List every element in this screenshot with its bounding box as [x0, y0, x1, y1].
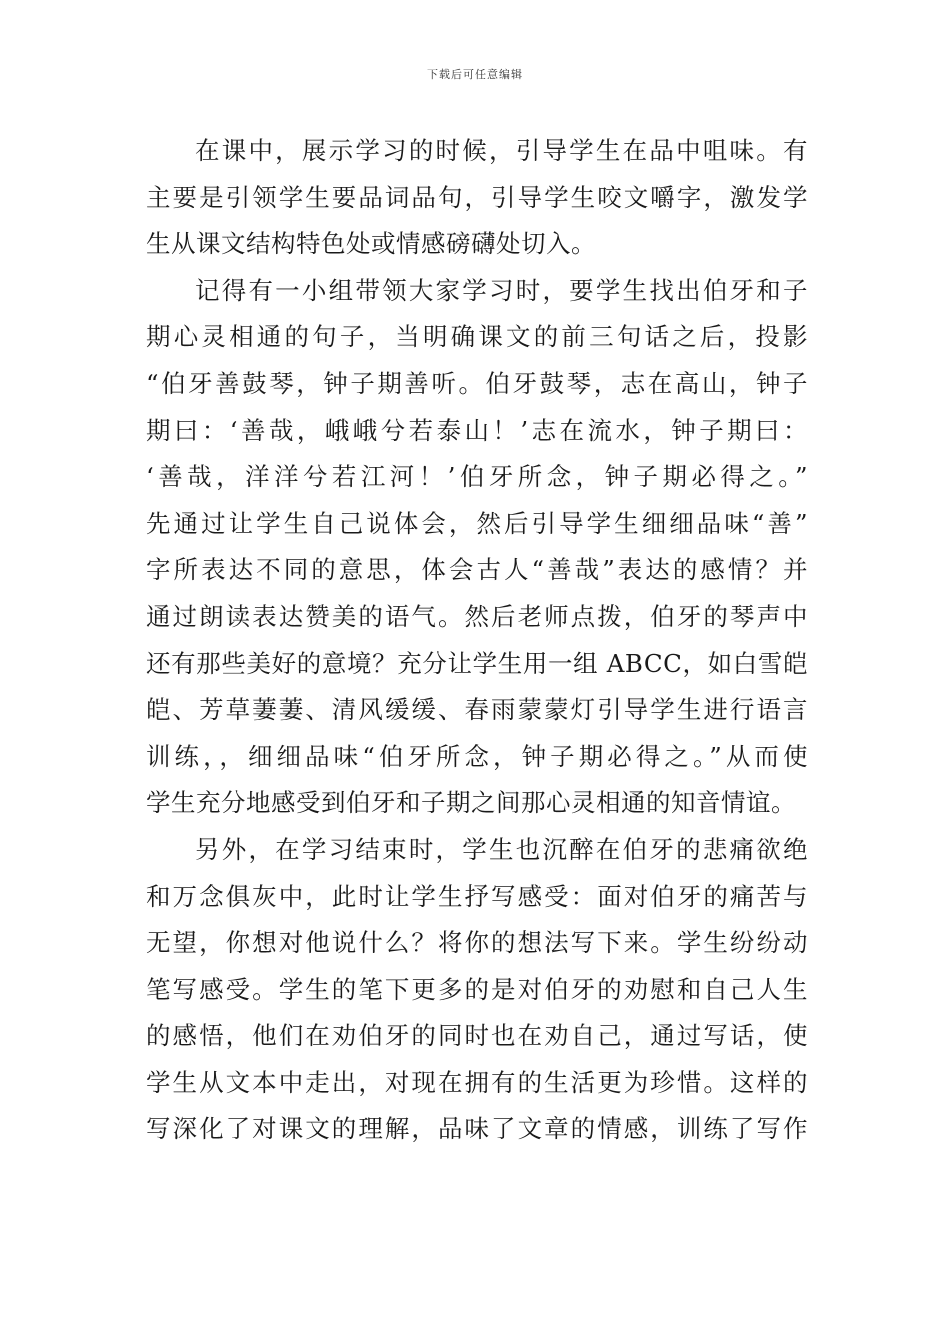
text-line: 主要是引领学生要品词品句，引导学生咬文嚼字，激发学 [146, 182, 808, 212]
text-line: 通过朗读表达赞美的语气。然后老师点拨，伯牙的琴声中 [146, 601, 808, 631]
paragraph-text [146, 314, 808, 827]
document-body [146, 128, 808, 1153]
text-line: 另外，在学习结束时，学生也沉醉在伯牙的悲痛欲绝 [195, 834, 808, 864]
text-line: 无望，你想对他说什么？将你的想法写下来。学生纷纷动 [146, 928, 808, 958]
text-line: 还有那些美好的意境？充分让学生用一组 ABCC，如白雪皑 [146, 648, 808, 678]
text-line: 记得有一小组带领大家学习时，要学生找出伯牙和子 [195, 275, 808, 305]
text-line: “伯牙善鼓琴，钟子期善听。伯牙鼓琴，志在高山，钟子 [146, 368, 808, 398]
text-line: 生从课文结构特色处或情感磅礴处切入。 [146, 229, 596, 259]
text-line: 字所表达不同的意思，体会古人“善哉”表达的感情？并 [146, 555, 808, 585]
text-line: 笔写感受。学生的笔下更多的是对伯牙的劝慰和自己人生 [146, 974, 808, 1004]
text-line: 的感悟，他们在劝伯牙的同时也在劝自己，通过写话，使 [146, 1021, 808, 1051]
text-line: 和万念俱灰中，此时让学生抒写感受：面对伯牙的痛苦与 [146, 881, 808, 911]
text-line: 皑、芳草萋萋、清风缓缓、春雨蒙蒙灯引导学生进行语言 [146, 695, 808, 725]
text-line: 先通过让学生自己说体会，然后引导学生细细品味“善” [146, 508, 808, 538]
text-line: 学生从文本中走出，对现在拥有的生活更为珍惜。这样的 [146, 1067, 808, 1097]
text-line: 写深化了对课文的理解，品味了文章的情感，训练了写作 [146, 1114, 808, 1144]
text-line: 学生充分地感受到伯牙和子期之间那心灵相通的知音情谊。 [146, 788, 796, 818]
text-line: 期心灵相通的句子，当明确课文的前三句话之后，投影 [146, 322, 808, 352]
text-line: 期曰：‘善哉，峨峨兮若泰山！’志在流水，钟子期曰： [146, 415, 808, 445]
page-header: 下载后可任意编辑 [427, 68, 523, 81]
text-line: ‘善哉，洋洋兮若江河！’伯牙所念，钟子期必得之。” [146, 462, 808, 492]
paragraph-3 [146, 827, 808, 1153]
paragraph-1 [146, 128, 808, 268]
paragraph-text [146, 128, 808, 175]
paragraph-text [146, 268, 808, 315]
paragraph-text [146, 874, 808, 1154]
text-line: 训练，，细细品味“伯牙所念，钟子期必得之。”从而使 [146, 741, 808, 771]
paragraph-text [146, 827, 808, 874]
text-line: 在课中，展示学习的时候，引导学生在品中咀味。有 [195, 136, 808, 165]
paragraph-text [146, 175, 808, 268]
paragraph-2 [146, 268, 808, 827]
